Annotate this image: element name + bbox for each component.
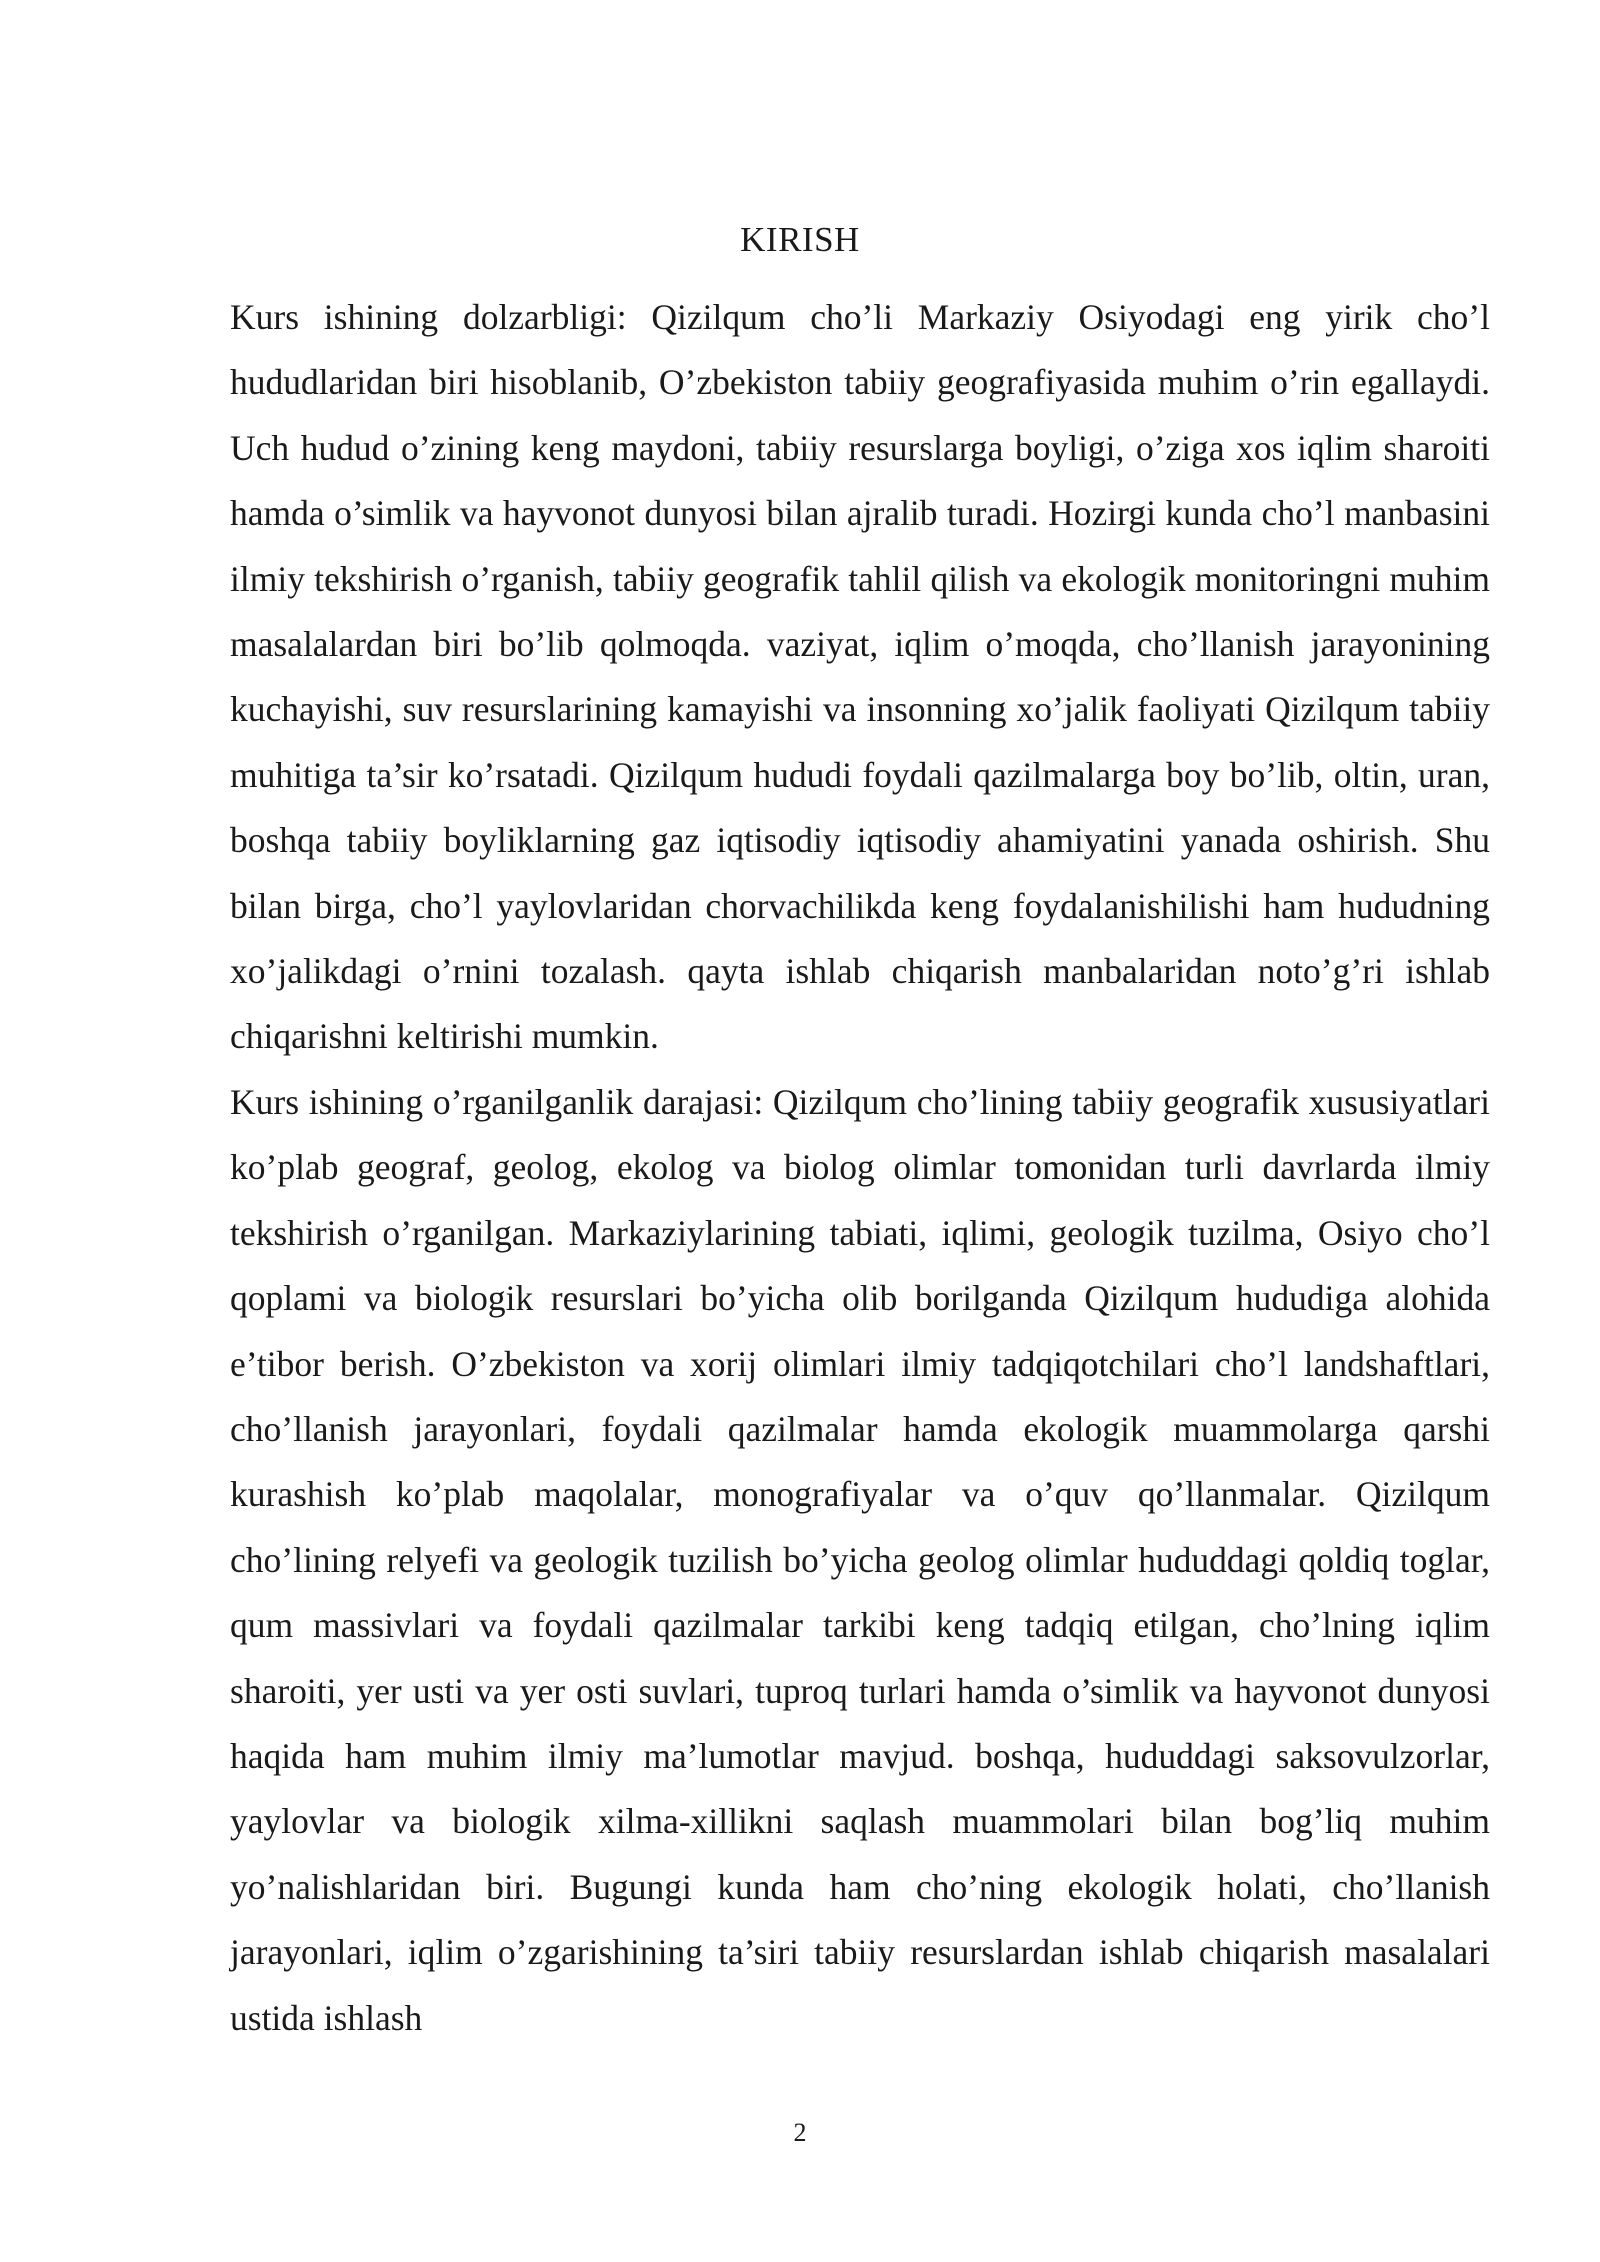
body-text: [230, 285, 1490, 2051]
paragraph-study-degree: Kurs ishining o’rganilganlik darajasi: Qizilqum cho’lining tabiiy geografik xususiyatlari ko’plab geograf, geolog, ekolog va biolog olimlar tomonidan turli davrlarda ilmiy tekshirish o’rganilgan. Markaziylarining tabiati, iqlimi, geologik tuzilma, Osiyo cho’l qoplami va biologik resurslari bo’yicha olib borilganda Qizilqum hududiga alohida e’tibor berish. O’zbekiston va xorij olimlari ilmiy tadqiqotchilari cho’l landshaftlari, cho’llanish jarayonlari, foydali qazilmalar hamda ekologik muammolarga qarshi kurashish ko’plab maqolalar, monografiyalar va o’quv qo’llanmalar. Qizilqum cho’lining relyefi va geologik tuzilish bo’yicha geolog olimlar hududdagi qoldiq toglar, qum massivlari va foydali qazilmalar tarkibi keng tadqiq etilgan, cho’lning iqlim sharoiti, yer usti va yer osti suvlari, tuproq turlari hamda o’simlik va hayvonot dunyosi haqida ham muhim ilmiy ma’lumotlar mavjud. boshqa, hududdagi saksovulzorlar, yaylovlar va biologik xilma-xillikni saqlash muammolari bilan bog’liq muhim yo’nalishlaridan biri. Bugungi kunda ham cho’ning ekologik holati, cho’llanish jarayonlari, iqlim o’zgarishining ta’siri tabiiy resurslardan ishlab chiqarish masalalari ustida ishlash: [230, 1081, 1490, 2038]
page-number: 2: [793, 2118, 807, 2147]
paragraph-relevance: Kurs ishining dolzarbligi: Qizilqum cho’li Markaziy Osiyodagi eng yirik cho’l hududlaridan biri hisoblanib, O’zbekiston tabiiy geografiyasida muhim o’rin egallaydi. Uch hudud o’zining keng maydoni, tabiiy resurslarga boyligi, o’ziga xos iqlim sharoiti hamda o’simlik va hayvonot dunyosi bilan ajralib turadi. Hozirgi kunda cho’l manbasini ilmiy tekshirish o’rganish, tabiiy geografik tahlil qilish va ekologik monitoringni muhim masalalardan biri bo’lib qolmoqda. vaziyat, iqlim o’moqda, cho’llanish jarayonining kuchayishi, suv resurslarining kamayishi va insonning xo’jalik faoliyati Qizilqum tabiiy muhitiga ta’sir ko’rsatadi. Qizilqum hududi foydali qazilmalarga boy bo’lib, oltin, uran, boshqa tabiiy boyliklarning gaz iqtisodiy iqtisodiy ahamiyatini yanada oshirish. Shu bilan birga, cho’l yaylovlaridan chorvachilikda keng foydalanishilishi ham hududning xo’jalikdagi o’rnini tozalash. qayta ishlab chiqarish manbalaridan noto’g’ri ishlab chiqarishni keltirishi mumkin.: [230, 297, 1490, 1057]
section-title: KIRISH: [740, 220, 860, 259]
